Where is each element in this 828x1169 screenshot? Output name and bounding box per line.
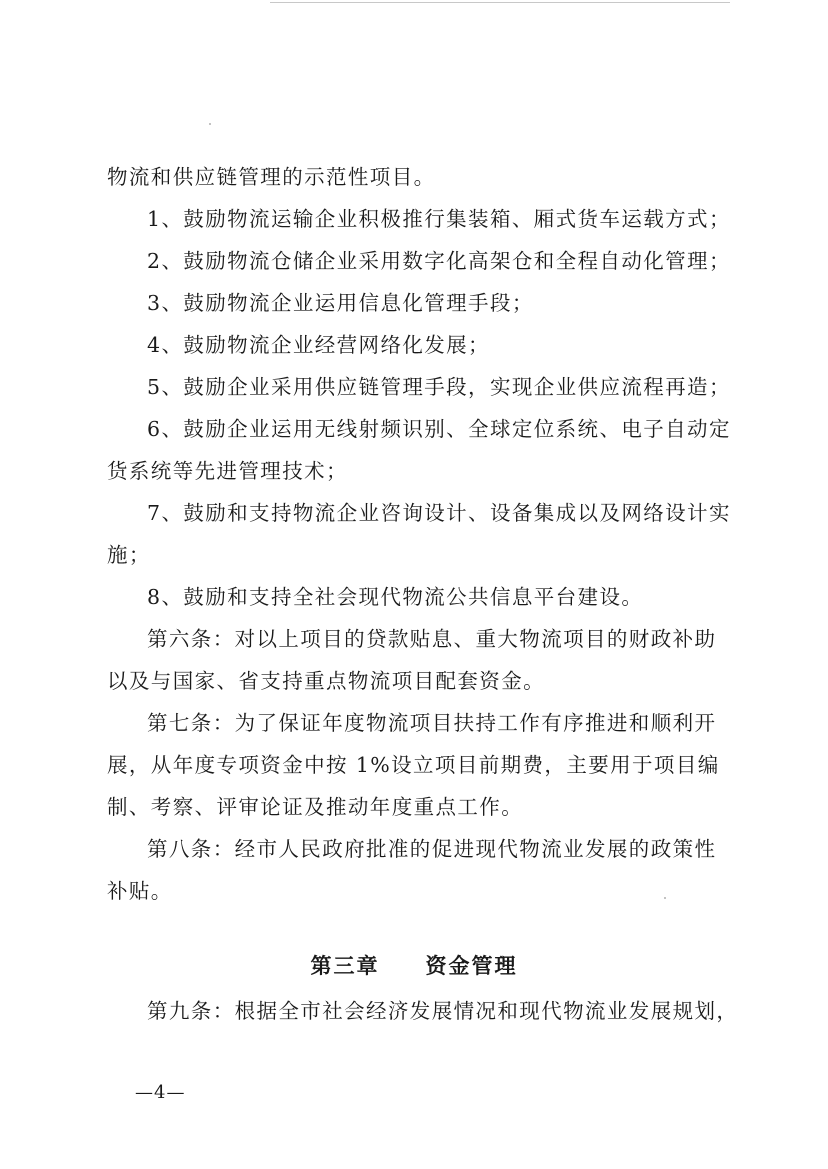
article-6: 第六条：对以上项目的贷款贴息、重大物流项目的财政补助 <box>147 627 717 651</box>
list-item-3: 3、鼓励物流企业运用信息化管理手段； <box>147 291 534 315</box>
list-item-7-continued: 施； <box>107 543 151 567</box>
article-9: 第九条：根据全市社会经济发展情况和现代物流业发展规划， <box>147 999 739 1023</box>
list-item-7: 7、鼓励和支持物流企业咨询设计、设备集成以及网络设计实 <box>147 501 731 525</box>
paragraph-line: 物流和供应链管理的示范性项目。 <box>107 165 436 189</box>
list-item-5: 5、鼓励企业采用供应链管理手段，实现企业供应流程再造； <box>147 375 731 399</box>
list-item-1: 1、鼓励物流运输企业积极推行集装箱、厢式货车运载方式； <box>147 207 731 231</box>
list-item-2: 2、鼓励物流仓储企业采用数字化高架仓和全程自动化管理； <box>147 249 731 273</box>
chapter-number: 第三章 <box>310 953 380 978</box>
article-8-continued: 补贴。 <box>107 879 173 903</box>
list-item-6: 6、鼓励企业运用无线射频识别、全球定位系统、电子自动定 <box>147 417 731 441</box>
article-7: 第七条：为了保证年度物流项目扶持工作有序推进和顺利开 <box>147 711 717 735</box>
article-6-continued: 以及与国家、省支持重点物流项目配套资金。 <box>107 669 545 693</box>
list-item-8: 8、鼓励和支持全社会现代物流公共信息平台建设。 <box>147 585 644 609</box>
scan-speck <box>664 897 666 899</box>
scan-speck <box>209 123 211 125</box>
chapter-title: 资金管理 <box>425 953 518 978</box>
article-8: 第八条：经市人民政府批准的促进现代物流业发展的政策性 <box>147 837 717 861</box>
page-number: —4— <box>135 1082 186 1103</box>
list-item-6-continued: 货系统等先进管理技术； <box>107 459 348 483</box>
article-7-continued: 制、考察、评审论证及推动年度重点工作。 <box>107 795 524 819</box>
chapter-heading <box>0 955 828 976</box>
scan-edge-line <box>270 2 730 3</box>
article-7-continued: 展，从年度专项资金中按 1%设立项目前期费，主要用于项目编 <box>107 753 720 777</box>
list-item-4: 4、鼓励物流企业经营网络化发展； <box>147 333 490 357</box>
